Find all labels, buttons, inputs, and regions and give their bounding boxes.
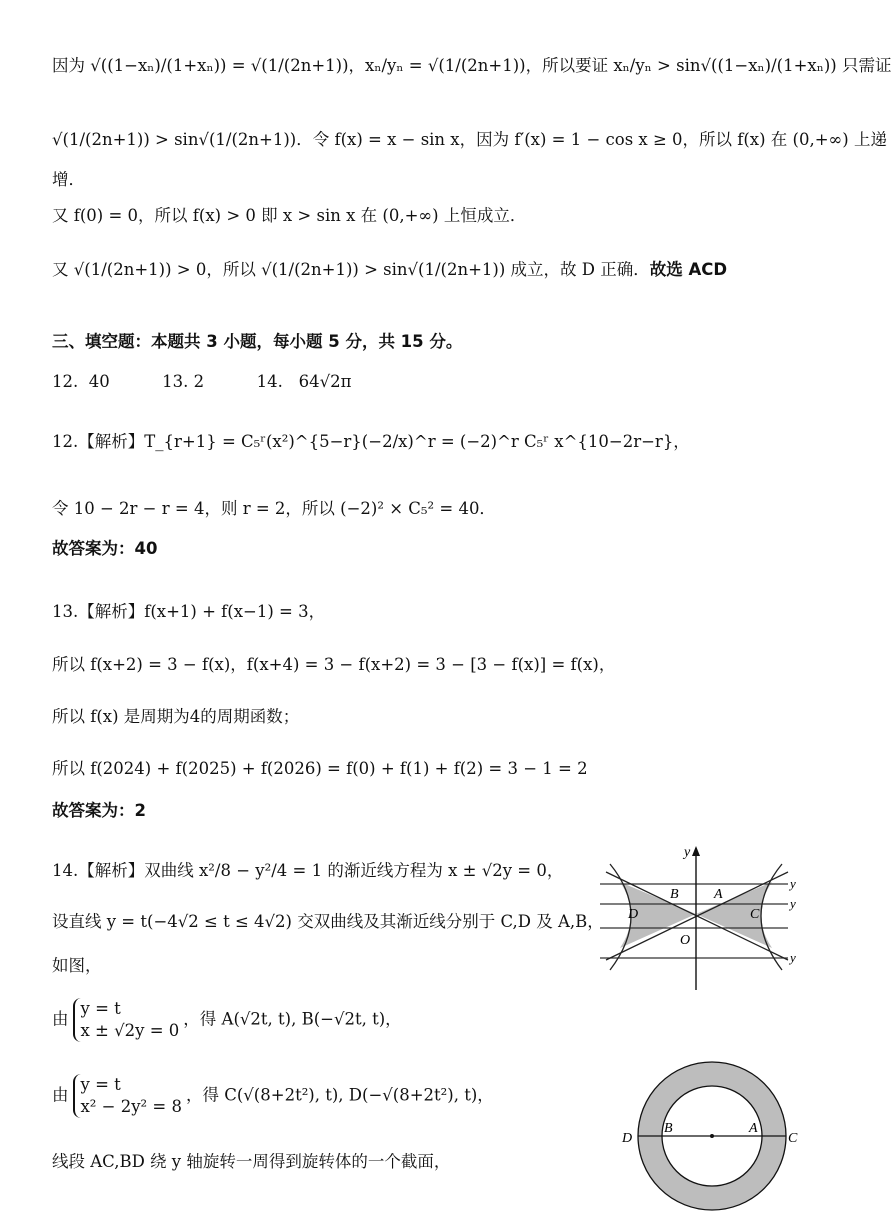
- label-A: A: [714, 887, 723, 902]
- q14-line-5: [52, 1074, 494, 1118]
- label-C: C: [750, 907, 760, 922]
- q13-line-3: 所以 f(x) 是周期为4的周期函数；: [52, 707, 300, 726]
- q13-line-1: 13.【解析】f(x+1) + f(x−1) = 3，: [52, 602, 326, 621]
- q14-line-2: 设直线 y = t(−4√2 ≤ t ≤ 4√2) 交双曲线及其渐近线分别于 C,D 及 A,B，: [52, 912, 604, 931]
- label-D: D: [628, 907, 639, 922]
- annulus-label-B: B: [664, 1121, 673, 1136]
- q14-line-1: 14.【解析】双曲线 x²/8 − y²/4 = 1 的渐近线方程为 x ± √2y = 0，: [52, 861, 564, 880]
- annulus-label-D: D: [622, 1131, 633, 1146]
- annulus-label-A: A: [749, 1121, 758, 1136]
- sys2-eq1: y = t: [80, 1075, 121, 1094]
- q14-line-3: 如图，: [52, 956, 102, 975]
- sys2-eq2: x² − 2y² = 8: [80, 1097, 182, 1116]
- label-B: B: [670, 887, 679, 902]
- hyperbola-right-branch: [761, 864, 782, 970]
- equation-system-1: [73, 998, 180, 1042]
- right-label-2: y: [790, 896, 796, 911]
- q13-answer: 故答案为：2: [52, 801, 146, 820]
- right-label-1: y: [790, 876, 796, 891]
- proof-line-5-text: 又 √(1/(2n+1)) > 0，所以 √(1/(2n+1)) > sin√(1/(2n+1)) 成立，故 D 正确．: [52, 260, 650, 279]
- proof-line-2: √(1/(2n+1)) > sin√(1/(2n+1))．令 f(x) = x − sin x，因为 f′(x) = 1 − cos x ≥ 0，所以 f(x) 在 (0,+∞) 上递: [52, 130, 887, 149]
- sys1-eq1: y = t: [80, 999, 121, 1018]
- q13-line-2: 所以 f(x+2) = 3 − f(x)，f(x+4) = 3 − f(x+2) = 3 − [3 − f(x)] = f(x)，: [52, 655, 616, 674]
- q14-you-1: 由: [52, 1009, 69, 1029]
- q14-result-1: ，得 A(√2t, t), B(−√2t, t)，: [183, 1009, 402, 1029]
- q14-result-2: ，得 C(√(8+2t²), t), D(−√(8+2t²), t)，: [185, 1085, 494, 1105]
- right-label-3: y: [790, 950, 796, 965]
- answers-line: 12. 40 13. 2 14. 64√2π: [52, 372, 352, 391]
- q12-line-2: 令 10 − 2r − r = 4，则 r = 2，所以 (−2)² × C₅² = 40．: [52, 499, 496, 518]
- proof-line-3: 增．: [52, 170, 85, 189]
- sys1-eq2: x ± √2y = 0: [80, 1021, 180, 1040]
- y-axis-arrow: [692, 846, 700, 856]
- proof-line-4: 又 f(0) = 0，所以 f(x) > 0 即 x > sin x 在 (0,+∞) 上恒成立．: [52, 206, 527, 225]
- q14-you-2: 由: [52, 1085, 69, 1105]
- q14-line-6: 线段 AC,BD 绕 y 轴旋转一周得到旋转体的一个截面，: [52, 1152, 451, 1171]
- label-O: O: [680, 933, 691, 948]
- q13-line-4: 所以 f(2024) + f(2025) + f(2026) = f(0) + f(1) + f(2) = 3 − 1 = 2: [52, 759, 588, 778]
- hyperbola-figure: [598, 842, 800, 992]
- q12-answer: 故答案为：40: [52, 539, 158, 558]
- q12-line-1: 12.【解析】T_{r+1} = C₅ʳ(x²)^{5−r}(−2/x)^r = (−2)^r C₅ʳ x^{10−2r−r}，: [52, 432, 690, 451]
- y-axis-label: y: [684, 845, 691, 860]
- q14-line-4: [52, 998, 402, 1042]
- proof-conclusion: 故选 ACD: [649, 260, 728, 279]
- section-heading: 三、填空题：本题共 3 小题，每小题 5 分，共 15 分。: [52, 332, 463, 351]
- center-point: [710, 1134, 714, 1138]
- equation-system-2: [73, 1074, 182, 1118]
- annulus-label-C: C: [788, 1131, 798, 1146]
- proof-line-1: 因为 √((1−xₙ)/(1+xₙ)) = √(1/(2n+1))，xₙ/yₙ = √(1/(2n+1))，所以要证 xₙ/yₙ > sin√((1−xₙ)/(1+xₙ)) 只需证: [52, 56, 891, 75]
- annulus-figure: [618, 1058, 800, 1214]
- proof-line-5: [52, 256, 727, 284]
